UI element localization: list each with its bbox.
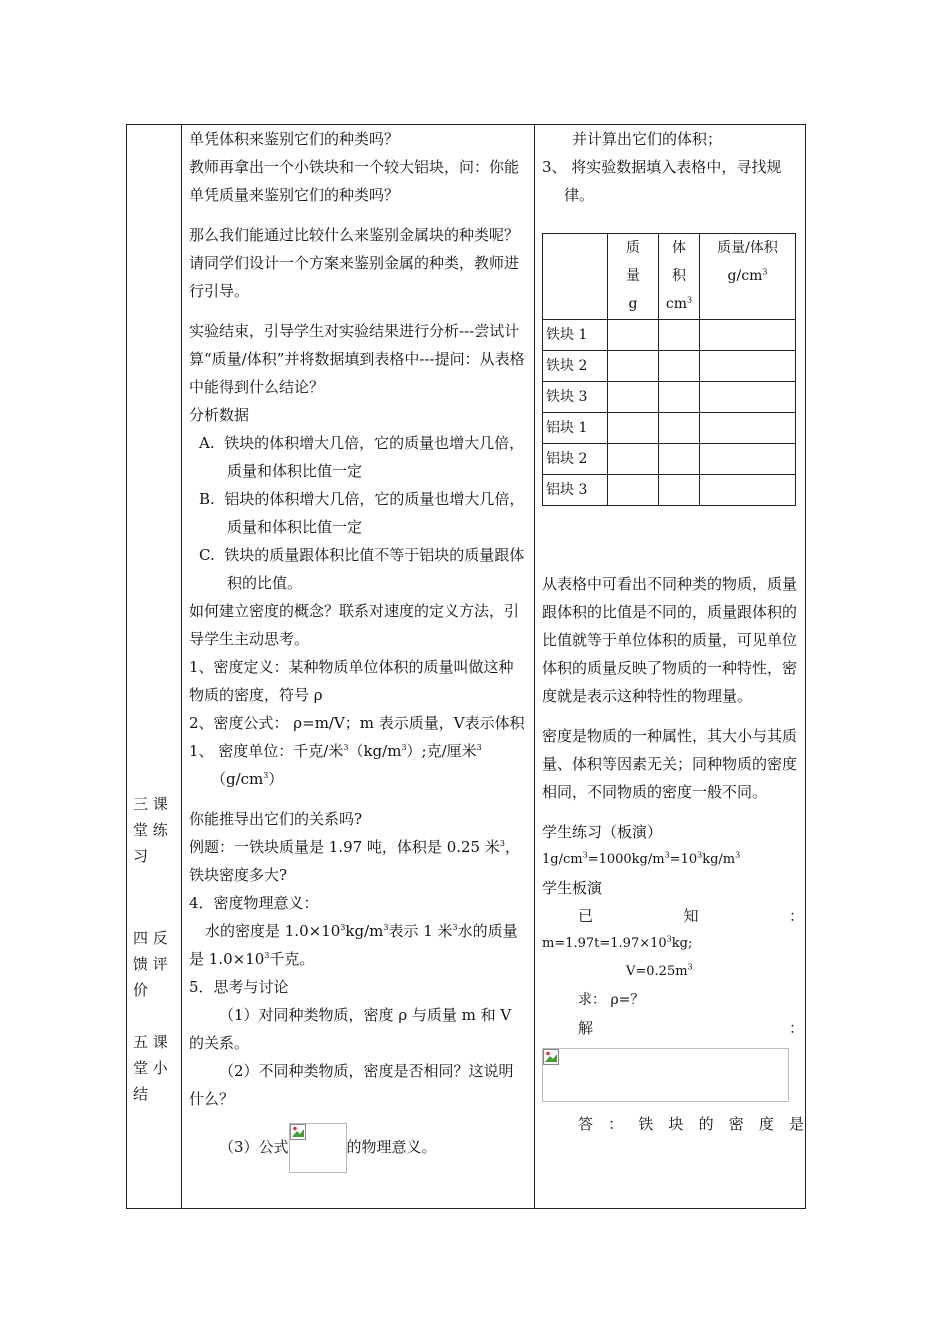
answer-line: 答 ： 铁 块 的 密 度 是 — [578, 1115, 804, 1133]
paragraph: 并计算出它们的体积； — [572, 130, 723, 148]
paragraph: 那么我们能通过比较什么来鉴别金属块的种类呢？请同学们设计一个方案来鉴别金属的种类，教师进行引导。 — [189, 226, 520, 300]
board-title: 学生板演 — [542, 879, 603, 897]
density-definition: 1、密度定义：某种物质单位体积的质量叫做这种物质的密度，符号 ρ — [189, 658, 514, 704]
step-3: 3、 将实验数据填入表格中，寻找规律。 — [542, 158, 782, 204]
option-c: C. 铁块的质量跟体积比值不等于铝块的质量跟体积的比值。 — [199, 546, 525, 592]
option-b: B. 铝块的体积增大几倍，它的质量也增大几倍，质量和体积比值一定 — [199, 490, 525, 536]
broken-image-icon — [543, 1049, 559, 1065]
table-row: 铁块 1 — [543, 320, 796, 351]
table-row: 铁块 3 — [543, 382, 796, 413]
mass-value: $m=1.97t=1.97\times 10^3kg$; — [542, 934, 693, 951]
find-line: 求： ρ=？ — [578, 992, 645, 1008]
table-header-row — [543, 234, 796, 320]
header-density: 质量/体积 $g/cm^3$ — [700, 234, 796, 320]
section-3-label: 三 课 堂 练 习 — [133, 795, 168, 865]
density-unit: 1、 密度单位：千克/米$^3(kg/m^3)$;克/厘米$^3(g/cm^3)$ — [189, 742, 482, 788]
section-5-label: 五 课 堂 小 结 — [133, 1033, 168, 1103]
example-problem: 例题：一铁块质量是 1.97 吨，体积是 0.25 米$^3$，铁块密度多大? — [189, 838, 520, 884]
question: 你能推导出它们的关系吗? — [189, 810, 363, 828]
table-row: 铁块 2 — [543, 351, 796, 382]
solve-line: 解 ： — [578, 1019, 804, 1037]
discussion-title: 5．思考与讨论 — [189, 978, 289, 996]
density-formula: 2、密度公式： ρ=m/V；m 表示质量，V表示体积 — [189, 714, 525, 732]
broken-image-icon — [290, 1124, 306, 1140]
table-row: 铝块 2 — [543, 444, 796, 475]
lesson-table — [126, 124, 806, 1209]
paragraph: 分析数据 — [189, 406, 250, 424]
table-row: 铝块 3 — [543, 475, 796, 506]
paragraph: 实验结束，引导学生对实验结果进行分析---尝试计算“质量/体积”并将数据填到表格中---提问：从表格中能得到什么结论？ — [189, 322, 525, 396]
header-mass: 质 量 g — [608, 234, 659, 320]
volume-value: $V=0.25m^3$ — [626, 962, 693, 979]
header-volume: 体 积 $cm^3$ — [659, 234, 700, 320]
paragraph: 如何建立密度的概念？联系对速度的定义方法，引导学生主动思考。 — [189, 602, 520, 648]
density-property: 密度是物质的一种属性，其大小与其质量、体积等因素无关；同种物质的密度相同，不同物质的密度一般不同。 — [542, 727, 798, 801]
paragraph: 教师再拿出一个小铁块和一个较大铝块，问：你能单凭质量来鉴别它们的种类吗？ — [189, 158, 520, 204]
meaning-title: 4．密度物理意义： — [189, 894, 319, 912]
meaning-text: 水的密度是 $1.0\times 10^3kg/m^3$表示 1 米$^3$水的质量是 $1.0\times 10^3$千克。 — [189, 922, 518, 968]
column-divider-1 — [181, 125, 182, 1208]
paragraph: 单凭体积来鉴别它们的种类吗？ — [189, 130, 400, 148]
discussion-1: （1）对同种类物质，密度 ρ 与质量 m 和 V 的关系。 — [189, 1006, 512, 1052]
table-conclusion: 从表格中可看出不同种类的物质，质量跟体积的比值是不同的，质量跟体积的比值就等于单位体积的质量，可见单位体积的质量反映了物质的一种特性，密度就是表示这种特性的物理量。 — [542, 575, 798, 705]
student-activity-column — [542, 125, 804, 1138]
table-row: 铝块 1 — [543, 413, 796, 444]
option-a: A. 铁块的体积增大几倍，它的质量也增大几倍，质量和体积比值一定 — [199, 434, 525, 480]
practice-title: 学生练习（板演） — [542, 823, 663, 841]
formula-image — [289, 1123, 347, 1173]
discussion-3: （3）公式 的物理意义。 — [189, 1123, 527, 1173]
experiment-data-table — [542, 233, 796, 506]
discussion-2: （2）不同种类物质，密度是否相同？这说明什么？ — [189, 1062, 514, 1108]
solution-image — [542, 1048, 789, 1102]
teacher-activity-column — [189, 125, 527, 1173]
section-4-label: 四 反 馈 评 价 — [133, 929, 168, 999]
column-divider-2 — [534, 125, 535, 1208]
unit-conversion: $1g/cm^3=1000kg/m^3=10^3kg/m^3$ — [542, 850, 741, 867]
known-line: 已 知 ： — [578, 907, 804, 925]
